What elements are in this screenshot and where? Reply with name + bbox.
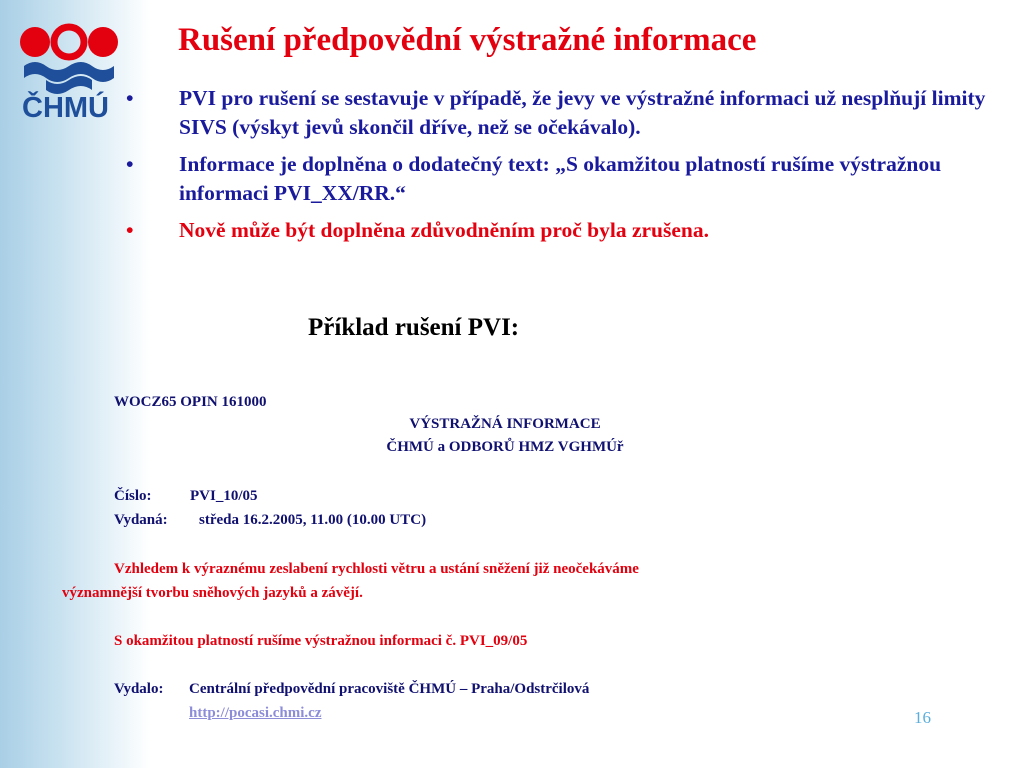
message-cancel-text: S okamžitou platností rušíme výstražnou informaci č. PVI_09/05	[114, 633, 528, 649]
message-reason-line2: významnější tvorbu sněhových jazyků a závějí.	[62, 585, 363, 601]
message-issued-value: středa 16.2.2005, 11.00 (10.00 UTC)	[199, 512, 427, 528]
logo-text: ČHMÚ	[22, 92, 109, 124]
message-number-label: Číslo:	[114, 488, 152, 504]
message-header-code: WOCZ65 OPIN 161000	[114, 394, 267, 410]
bullet-text: Nově může být doplněna zdůvodněním proč byla zrušena.	[179, 218, 709, 242]
bullet-marker: •	[126, 86, 134, 110]
message-number-value: PVI_10/05	[190, 488, 258, 504]
page-number: 16	[914, 708, 931, 727]
message-reason-line1: Vzhledem k výraznému zeslabení rychlosti větru a ustání sněžení již neočekáváme	[114, 561, 639, 577]
bullet-item	[126, 216, 996, 245]
message-heading-line2: ČHMÚ a ODBORŮ HMZ VGHMÚř	[386, 439, 624, 455]
message-heading-line1: VÝSTRAŽNÁ INFORMACE	[409, 416, 601, 432]
pocasi-link[interactable]: http://pocasi.chmi.cz	[189, 705, 322, 721]
example-heading: Příklad rušení PVI:	[308, 314, 520, 341]
bullet-text: PVI pro rušení se sestavuje v případě, že jevy ve výstražné informaci už nesplňují limity SIVS (výskyt jevů skončil dříve, než se očekávalo).	[179, 86, 986, 139]
message-issued-label: Vydaná:	[114, 512, 168, 528]
message-issuer-value: Centrální předpovědní pracoviště ČHMÚ – Praha/Odstrčilová	[189, 681, 590, 697]
bullet-item	[126, 150, 996, 208]
bullet-item	[126, 84, 996, 142]
bullet-marker: •	[126, 152, 134, 176]
slide-title: Rušení předpovědní výstražné informace	[178, 22, 757, 58]
bullet-text: Informace je doplněna o dodatečný text: „S okamžitou platností rušíme výstražnou informaci PVI_XX/RR.“	[179, 152, 942, 205]
message-issuer-label: Vydalo:	[114, 681, 164, 697]
bullet-marker: •	[126, 218, 134, 242]
bullet-list	[126, 84, 996, 253]
